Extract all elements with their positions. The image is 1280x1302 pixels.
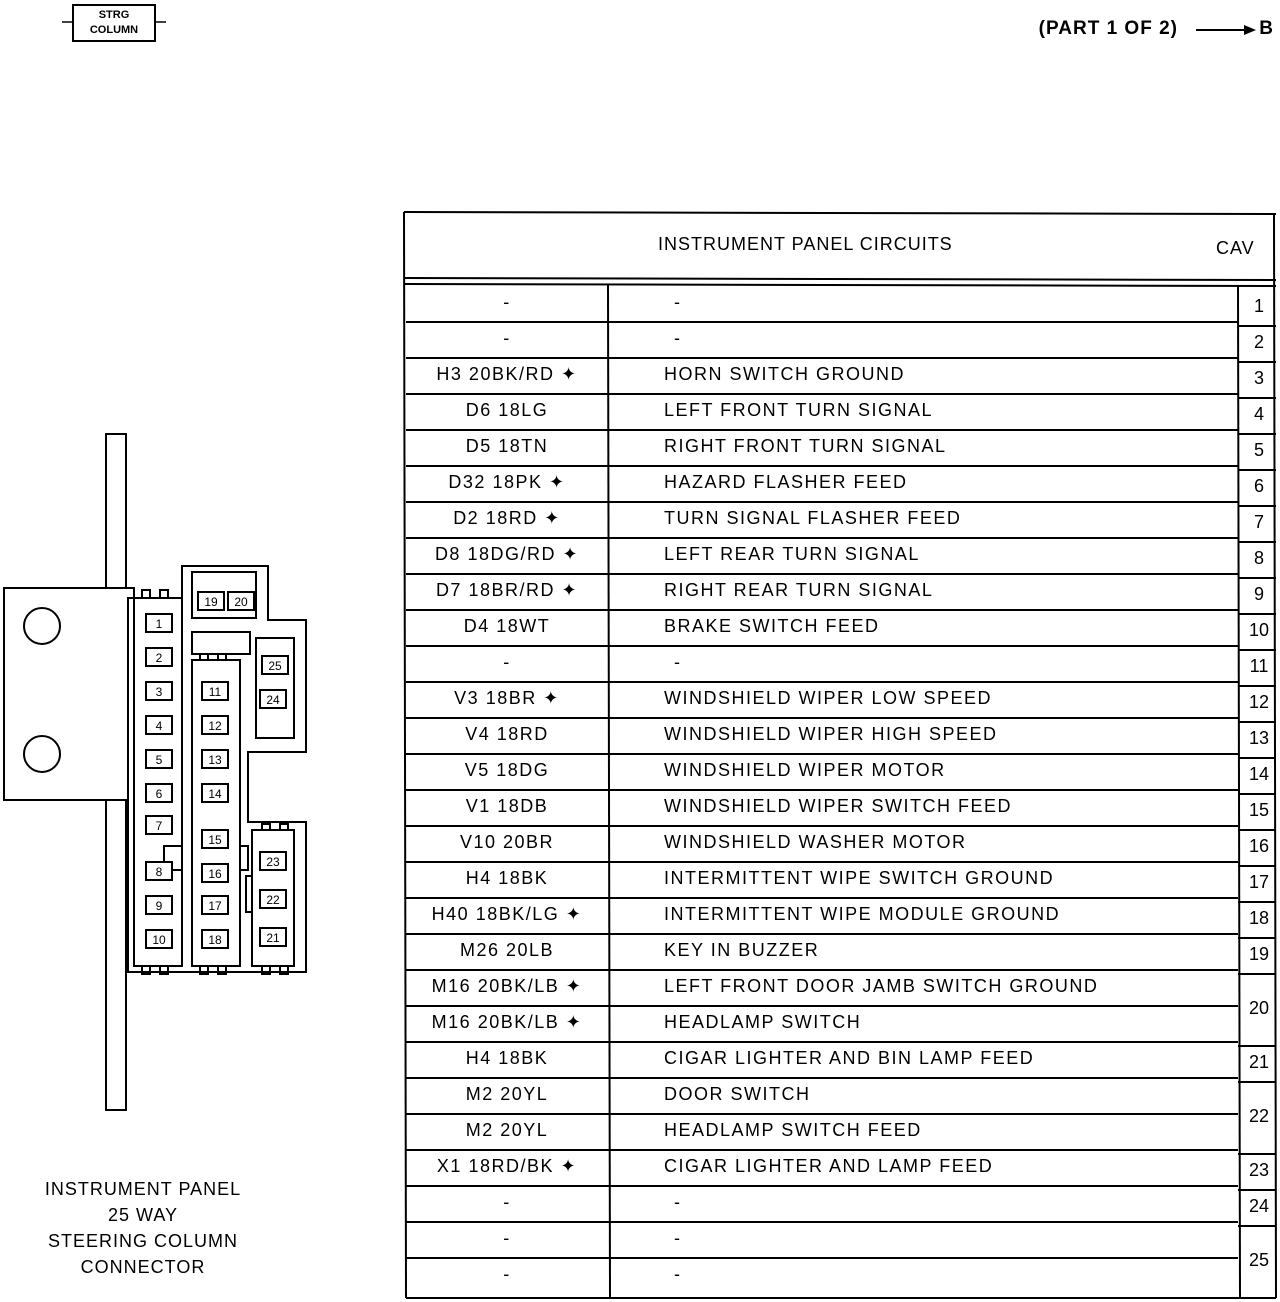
circuit-cell: H40 18BK/LG ✦	[431, 904, 583, 924]
function-cell: CIGAR LIGHTER AND BIN LAMP FEED	[664, 1048, 1035, 1068]
circuit-cell: -	[503, 1264, 511, 1284]
cavity-1	[146, 614, 172, 632]
circuit-cell: D6 18LG	[465, 400, 549, 420]
cavity-4	[146, 716, 172, 734]
cavity-label: 6	[155, 787, 163, 801]
circuit-column-divider	[608, 285, 610, 1298]
cavity-label: 1	[155, 617, 163, 631]
function-cell: WINDSHIELD WIPER MOTOR	[664, 760, 946, 780]
cavity-23	[260, 852, 286, 870]
cavity-19	[198, 592, 224, 610]
function-cell: -	[674, 1228, 682, 1248]
cav-number: 23	[1248, 1160, 1270, 1180]
cavity-24	[260, 690, 286, 708]
circuit-cell: M2 20YL	[465, 1120, 549, 1140]
cavity-label: 17	[208, 899, 222, 913]
circuit-cell: M26 20LB	[459, 940, 555, 960]
function-cell: -	[674, 1264, 682, 1284]
cav-number: 3	[1253, 368, 1264, 388]
circuit-cell: M2 20YL	[465, 1084, 549, 1104]
function-cell: TURN SIGNAL FLASHER FEED	[664, 508, 962, 528]
cavity-label: 24	[266, 693, 280, 707]
function-cell: BRAKE SWITCH FEED	[664, 616, 880, 636]
cavity-14	[202, 784, 228, 802]
cav-number: 14	[1248, 764, 1270, 784]
cav-number: 7	[1253, 512, 1264, 532]
cavity-20	[228, 592, 254, 610]
cavity-15	[202, 830, 228, 848]
cav-number: 20	[1248, 998, 1270, 1018]
circuit-cell: D5 18TN	[465, 436, 549, 456]
circuit-cell: D32 18PK ✦	[448, 472, 566, 492]
cavity-label: 22	[266, 893, 280, 907]
cavity-label: 25	[268, 659, 282, 673]
cav-column-divider	[1238, 285, 1240, 1298]
circuit-cell: V3 18BR ✦	[454, 688, 560, 708]
cavity-11	[202, 682, 228, 700]
cavity-label: 8	[155, 865, 163, 879]
arrow-head-icon	[1244, 25, 1256, 35]
circuit-cell: H3 20BK/RD ✦	[436, 364, 578, 384]
caption-line-3: STEERING COLUMN	[47, 1231, 239, 1251]
cavity-label: 15	[208, 833, 222, 847]
cav-number: 18	[1248, 908, 1270, 928]
cavity-label: 3	[155, 685, 163, 699]
cavity-18	[202, 930, 228, 948]
cavity-label: 12	[208, 719, 222, 733]
circuit-cell: -	[503, 1228, 511, 1248]
cav-number: 10	[1248, 620, 1270, 640]
cav-number: 2	[1253, 332, 1264, 352]
circuit-cell: M16 20BK/LB ✦	[431, 976, 583, 996]
function-cell: LEFT FRONT DOOR JAMB SWITCH GROUND	[664, 976, 1099, 996]
function-cell: WINDSHIELD WIPER HIGH SPEED	[664, 724, 998, 744]
cavity-label: 18	[208, 933, 222, 947]
function-cell: DOOR SWITCH	[664, 1084, 811, 1104]
function-cell: WINDSHIELD WIPER SWITCH FEED	[664, 796, 1013, 816]
function-cell: HEADLAMP SWITCH	[664, 1012, 862, 1032]
cavity-label: 10	[152, 933, 166, 947]
cavity-10	[146, 930, 172, 948]
circuit-cell: V10 20BR	[459, 832, 555, 852]
cavity-13	[202, 750, 228, 768]
circuit-cell: H4 18BK	[465, 1048, 549, 1068]
circuit-cell: -	[503, 652, 511, 672]
caption-line-1: INSTRUMENT PANEL	[44, 1179, 242, 1199]
tag-line-1: STRG	[98, 9, 130, 21]
function-cell: KEY IN BUZZER	[664, 940, 820, 960]
cavity-3	[146, 682, 172, 700]
cavity-22	[260, 890, 286, 908]
cav-number: 4	[1253, 404, 1264, 424]
cav-number: 6	[1253, 476, 1264, 496]
cavity-label: 4	[155, 719, 163, 733]
circuit-cell: M16 20BK/LB ✦	[431, 1012, 583, 1032]
cavity-label: 14	[208, 787, 222, 801]
cavity-label: 21	[266, 931, 280, 945]
function-cell: WINDSHIELD WIPER LOW SPEED	[664, 688, 993, 708]
function-cell: -	[674, 652, 682, 672]
table-title: INSTRUMENT PANEL CIRCUITS	[658, 234, 953, 254]
cavity-12	[202, 716, 228, 734]
header-rule-1	[404, 278, 1276, 280]
cav-number: 9	[1253, 584, 1264, 604]
function-cell: HORN SWITCH GROUND	[664, 364, 905, 384]
circuit-cell: V1 18DB	[465, 796, 549, 816]
function-cell: INTERMITTENT WIPE SWITCH GROUND	[664, 868, 1055, 888]
function-cell: WINDSHIELD WASHER MOTOR	[664, 832, 967, 852]
cavity-label: 5	[155, 753, 163, 767]
cav-number: 25	[1248, 1250, 1270, 1270]
next-page-letter: B	[1259, 18, 1274, 39]
cavity-label: 16	[208, 867, 222, 881]
connector-caption	[20, 1176, 266, 1280]
cav-number: 12	[1248, 692, 1270, 712]
circuit-cell: -	[503, 1192, 511, 1212]
cavity-label: 19	[204, 595, 218, 609]
cav-number: 19	[1248, 944, 1270, 964]
cavity-label: 9	[155, 899, 163, 913]
cavity-label: 11	[208, 685, 222, 699]
circuit-cell: X1 18RD/BK ✦	[436, 1156, 578, 1176]
cav-number: 17	[1248, 872, 1270, 892]
circuit-cell: D8 18DG/RD ✦	[434, 544, 580, 564]
function-cell: LEFT FRONT TURN SIGNAL	[664, 400, 934, 420]
cav-header: CAV	[1216, 238, 1255, 258]
cav-number: 16	[1248, 836, 1270, 856]
circuit-cell: V5 18DG	[464, 760, 550, 780]
function-cell: CIGAR LIGHTER AND LAMP FEED	[664, 1156, 994, 1176]
cavity-label: 13	[208, 753, 222, 767]
function-cell: LEFT REAR TURN SIGNAL	[664, 544, 920, 564]
circuit-cell: V4 18RD	[465, 724, 549, 744]
cavity-label: 20	[234, 595, 248, 609]
function-cell: -	[674, 292, 682, 312]
connector-drawing	[4, 434, 306, 1110]
function-cell: RIGHT REAR TURN SIGNAL	[664, 580, 934, 600]
cav-number: 24	[1248, 1196, 1270, 1216]
function-cell: HEADLAMP SWITCH FEED	[664, 1120, 922, 1140]
tag-line-2: COLUMN	[89, 24, 139, 36]
table-top-border	[404, 212, 1276, 214]
cavity-6	[146, 784, 172, 802]
cav-number: 1	[1253, 296, 1264, 316]
part-label: (PART 1 OF 2)	[1038, 18, 1178, 39]
circuit-cell: D7 18BR/RD ✦	[435, 580, 579, 600]
circuit-cell: D4 18WT	[463, 616, 551, 636]
cav-number: 11	[1249, 656, 1269, 676]
cavity-17	[202, 896, 228, 914]
caption-line-4: CONNECTOR	[80, 1257, 206, 1277]
mounting-plate	[4, 588, 134, 800]
function-cell: RIGHT FRONT TURN SIGNAL	[664, 436, 947, 456]
cav-number: 15	[1248, 800, 1270, 820]
circuit-cell: -	[503, 328, 511, 348]
cavity-label: 23	[266, 855, 280, 869]
caption-line-2: 25 WAY	[107, 1205, 179, 1225]
cavity-2	[146, 648, 172, 666]
function-cell: INTERMITTENT WIPE MODULE GROUND	[664, 904, 1061, 924]
cavity-label: 7	[155, 819, 163, 833]
function-cell: HAZARD FLASHER FEED	[664, 472, 908, 492]
cavity-16	[202, 864, 228, 882]
function-cell: -	[674, 1192, 682, 1212]
function-cell: -	[674, 328, 682, 348]
circuit-cell: H4 18BK	[465, 868, 549, 888]
cavity-9	[146, 896, 172, 914]
cavity-21	[260, 928, 286, 946]
cav-number: 22	[1248, 1106, 1270, 1126]
cavity-8	[146, 862, 172, 880]
cav-number: 8	[1253, 548, 1264, 568]
cav-number: 5	[1253, 440, 1264, 460]
cavity-7	[146, 816, 172, 834]
cavity-5	[146, 750, 172, 768]
circuit-cell: D2 18RD ✦	[453, 508, 561, 528]
cav-number: 13	[1248, 728, 1270, 748]
cavity-25	[262, 656, 288, 674]
cav-number: 21	[1248, 1052, 1270, 1072]
cavity-label: 2	[155, 651, 163, 665]
circuit-cell: -	[503, 292, 511, 312]
